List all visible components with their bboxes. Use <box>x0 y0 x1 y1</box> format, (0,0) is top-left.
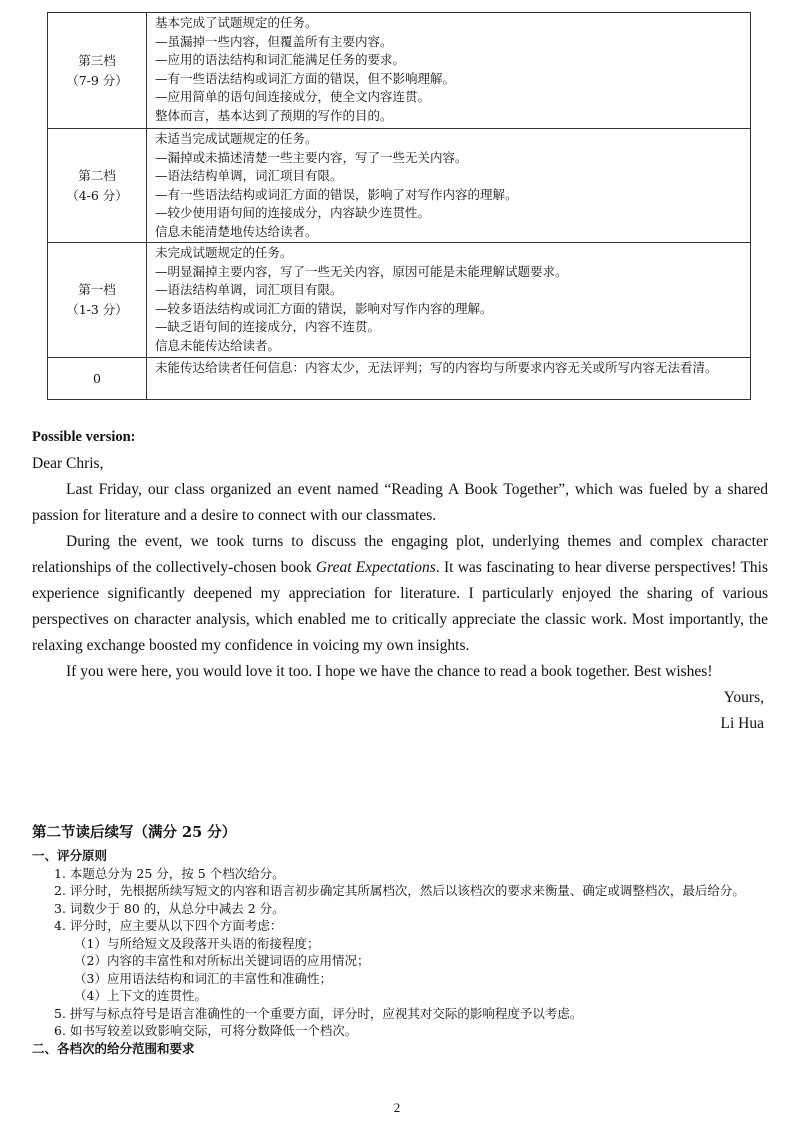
level-cell <box>48 358 147 400</box>
aspect-item: （1）与所给短文及段落开头语的衔接程度； <box>74 935 320 951</box>
level-name: 0 <box>93 370 101 386</box>
criteria-line: —漏掉或未描述清楚一些主要内容，写了一些无关内容。 <box>155 149 468 165</box>
paragraph-text: . It was fascinating to hear diverse perspectives! This experience significantly deepened my appreciation for literature. I particularly enjoyed the sharing of various perspectives on character analysis, which enabled me to critically appreciate the classic work. Most importantly, the relaxing exchange boosted my confidence in voicing my own insights. <box>32 559 768 654</box>
level-range: （1-3 分） <box>66 302 128 317</box>
criteria-cell <box>147 129 751 243</box>
criteria-line: —虽漏掉一些内容，但覆盖所有主要内容。 <box>155 33 393 49</box>
criteria-line: 整体而言，基本达到了预期的写作的目的。 <box>155 107 393 123</box>
rule-item: 6. 如书写较差以致影响交际，可将分数降低一个档次。 <box>54 1023 358 1038</box>
criteria-line: —较少使用语句间的连接成分，内容缺少连贯性。 <box>155 205 431 220</box>
aspect-item: （4）上下文的连贯性。 <box>74 988 207 1003</box>
criteria-cell <box>147 243 751 358</box>
table-row <box>48 13 751 129</box>
table-row <box>48 243 751 358</box>
rule-item: 2. 评分时，先根据所续写短文的内容和语言初步确定其所属档次，然后以该档次的要求来衡量、确定或调整档次，最后给分。 <box>54 883 745 898</box>
letter-signature: Li Hua <box>720 715 764 732</box>
criteria-line: —应用的语法结构和词汇能满足任务的要求。 <box>155 52 406 67</box>
letter-closing: Yours, <box>723 689 764 706</box>
letter-paragraph-2 <box>32 529 768 659</box>
letter-salutation: Dear Chris, <box>32 455 104 472</box>
level-cell <box>48 243 147 358</box>
level-range: （4-6 分） <box>66 187 128 203</box>
criteria-line: —较多语法结构或词汇方面的错误，影响对写作内容的理解。 <box>155 300 493 316</box>
principles-heading: 一、评分原则 <box>32 848 108 863</box>
level-cell <box>48 13 147 129</box>
section-title: 第二节读后续写（满分 25 分） <box>32 824 237 841</box>
criteria-line: —明显漏掉主要内容，写了一些无关内容，原因可能是未能理解试题要求。 <box>155 263 568 279</box>
criteria-line: 信息未能传达给读者。 <box>155 337 281 353</box>
table-row <box>48 358 751 400</box>
rule-item: 1. 本题总分为 25 分，按 5 个档次给分。 <box>54 865 285 881</box>
criteria-line: —缺乏语句间的连接成分，内容不连贯。 <box>155 319 381 334</box>
criteria-line: 信息未能清楚地传达给读者。 <box>155 223 318 239</box>
criteria-line: 未适当完成试题规定的任务。 <box>155 131 318 146</box>
level-range: （7-9 分） <box>66 72 128 88</box>
aspect-item: （2）内容的丰富性和对所标出关键词语的应用情况； <box>74 953 370 968</box>
ranges-heading: 二、各档次的给分范围和要求 <box>32 1040 195 1056</box>
criteria-line: 未完成试题规定的任务。 <box>155 245 293 260</box>
letter-heading: Possible version: <box>32 429 136 445</box>
criteria-line: —有一些语法结构或词汇方面的错误，影响了对写作内容的理解。 <box>155 186 518 202</box>
level-cell <box>48 129 147 243</box>
criteria-line: 未能传达给读者任何信息：内容太少，无法评判；写的内容均与所要求内容无关或所写内容无法看清。 <box>155 360 718 375</box>
aspect-item: （3）应用语法结构和词汇的丰富性和准确性； <box>74 970 332 986</box>
level-name: 第三档 <box>78 52 116 68</box>
table-row <box>48 129 751 243</box>
paragraph-text: During the event, we took turns to discuss the engaging plot, underlying themes and complex character relationships of the collectively-chosen book <box>32 533 768 576</box>
criteria-line: —有一些语法结构或词汇方面的错误，但不影响理解。 <box>155 70 456 86</box>
sample-letter <box>32 427 768 737</box>
rule-item: 5. 拼写与标点符号是语言准确性的一个重要方面，评分时，应视其对交际的影响程度予以考虑。 <box>54 1005 583 1021</box>
criteria-line: —语法结构单调，词汇项目有限。 <box>155 282 343 297</box>
book-title: Great Expectations <box>315 559 436 576</box>
criteria-cell <box>147 358 751 400</box>
rule-item: 3. 词数少于 80 的，从总分中减去 2 分。 <box>54 900 285 916</box>
letter-paragraph-3: If you were here, you would love it too. I hope we have the chance to read a book together. Best wishes! <box>66 663 713 680</box>
letter-paragraph-1: Last Friday, our class organized an event named “Reading A Book Together”, which was fueled by a shared passion for literature and a desire to connect with our classmates. <box>32 481 768 524</box>
level-name: 第一档 <box>78 282 116 297</box>
level-name: 第二档 <box>78 167 116 183</box>
criteria-line: —语法结构单调，词汇项目有限。 <box>155 168 343 183</box>
page-number: 2 <box>393 1100 401 1115</box>
continuation-writing-section <box>32 822 768 1057</box>
scoring-table <box>47 12 751 400</box>
rule-item: 4. 评分时，应主要从以下四个方面考虑： <box>54 918 283 933</box>
criteria-cell <box>147 13 751 129</box>
criteria-line: —应用简单的语句间连接成分，使全文内容连贯。 <box>155 89 431 104</box>
criteria-line: 基本完成了试题规定的任务。 <box>155 15 318 30</box>
